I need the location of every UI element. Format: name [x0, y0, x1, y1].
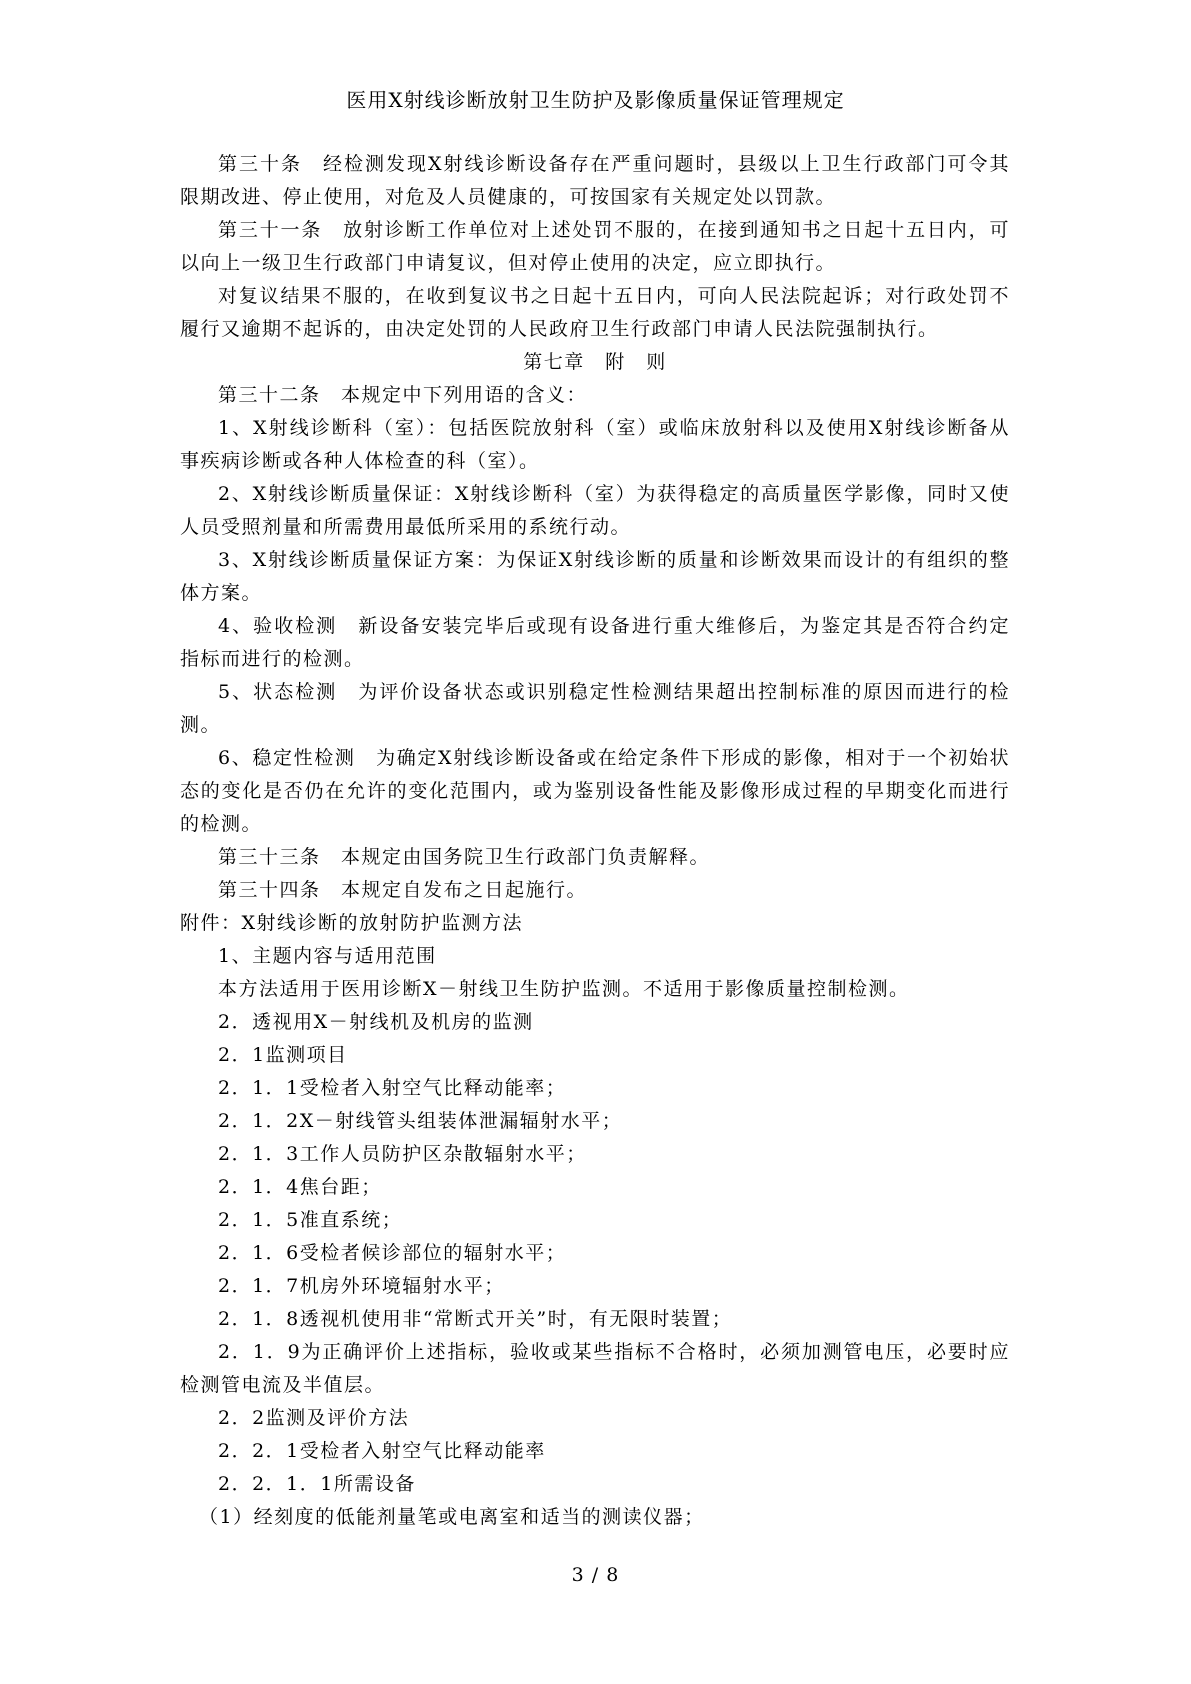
definition-item: 4、验收检测 新设备安装完毕后或现有设备进行重大维修后，为鉴定其是否符合约定指标而进行的检测。: [180, 615, 1010, 670]
definition-item: 6、稳定性检测 为确定X射线诊断设备或在给定条件下形成的影像，相对于一个初始状态的变化是否仍在允许的变化范围内，或为鉴别设备性能及影像形成过程的早期变化而进行的检测。: [180, 747, 1010, 835]
subsection-heading: 2．2监测及评价方法: [218, 1407, 410, 1429]
list-item: 2．1．7机房外环境辐射水平；: [218, 1275, 505, 1297]
paragraph-article-32: 第三十二条 本规定中下列用语的含义：: [218, 384, 588, 406]
list-item: 2．1．4焦台距；: [218, 1176, 382, 1198]
subsection-heading: 2．2．1．1所需设备: [218, 1473, 416, 1495]
list-item: 2．1．9为正确评价上述指标，验收或某些指标不合格时，必须加测管电压，必要时应检测管电流及半值层。: [180, 1341, 1010, 1396]
list-item: 2．1．5准直系统；: [218, 1209, 403, 1231]
list-item: 2．1．2X－射线管头组装体泄漏辐射水平；: [218, 1110, 623, 1132]
paragraph-article-34: 第三十四条 本规定自发布之日起施行。: [218, 879, 588, 901]
chapter-heading: 第七章 附 则: [523, 351, 667, 373]
list-item: 2．1．6受检者候诊部位的辐射水平；: [218, 1242, 567, 1264]
definition-item: 5、状态检测 为评价设备状态或识别稳定性检测结果超出控制标准的原因而进行的检测。: [180, 681, 1010, 736]
paragraph-scope: 本方法适用于医用诊断X－射线卫生防护监测。不适用于影像质量控制检测。: [218, 978, 910, 1000]
page-number: 3 / 8: [571, 1564, 620, 1586]
appendix-title: 附件：X射线诊断的放射防护监测方法: [180, 912, 524, 934]
definition-item: 3、X射线诊断质量保证方案：为保证X射线诊断的质量和诊断效果而设计的有组织的整体方案。: [180, 549, 1010, 604]
subsection-heading: 2．2．1受检者入射空气比释动能率: [218, 1440, 546, 1462]
section-heading: 1、主题内容与适用范围: [218, 945, 437, 967]
list-item: 2．1．1受检者入射空气比释动能率；: [218, 1077, 567, 1099]
page-header-title: 医用X射线诊断放射卫生防护及影像质量保证管理规定: [346, 88, 845, 112]
paragraph-article-30: 第三十条 经检测发现X射线诊断设备存在严重问题时，县级以上卫生行政部门可令其限期改进、停止使用，对危及人员健康的，可按国家有关规定处以罚款。: [180, 153, 1010, 208]
definition-item: 2、X射线诊断质量保证：X射线诊断科（室）为获得稳定的高质量医学影像，同时又使人员受照剂量和所需费用最低所采用的系统行动。: [180, 483, 1010, 538]
list-item: （1）经刻度的低能剂量笔或电离室和适当的测读仪器；: [199, 1506, 705, 1528]
section-heading: 2．透视用X－射线机及机房的监测: [218, 1011, 534, 1033]
paragraph-reconsideration: 对复议结果不服的，在收到复议书之日起十五日内，可向人民法院起诉；对行政处罚不履行又逾期不起诉的，由决定处罚的人民政府卫生行政部门申请人民法院强制执行。: [180, 285, 1010, 340]
paragraph-article-33: 第三十三条 本规定由国务院卫生行政部门负责解释。: [218, 846, 711, 868]
document-body: [180, 148, 1010, 1534]
paragraph-article-31: 第三十一条 放射诊断工作单位对上述处罚不服的，在接到通知书之日起十五日内，可以向上一级卫生行政部门申请复议，但对停止使用的决定，应立即执行。: [180, 219, 1010, 274]
list-item: 2．1．3工作人员防护区杂散辐射水平；: [218, 1143, 587, 1165]
subsection-heading: 2．1监测项目: [218, 1044, 348, 1066]
definition-item: 1、X射线诊断科（室）：包括医院放射科（室）或临床放射科以及使用X射线诊断备从事疾病诊断或各种人体检查的科（室）。: [180, 417, 1010, 472]
list-item: 2．1．8透视机使用非“常断式开关”时，有无限时装置；: [218, 1308, 733, 1330]
